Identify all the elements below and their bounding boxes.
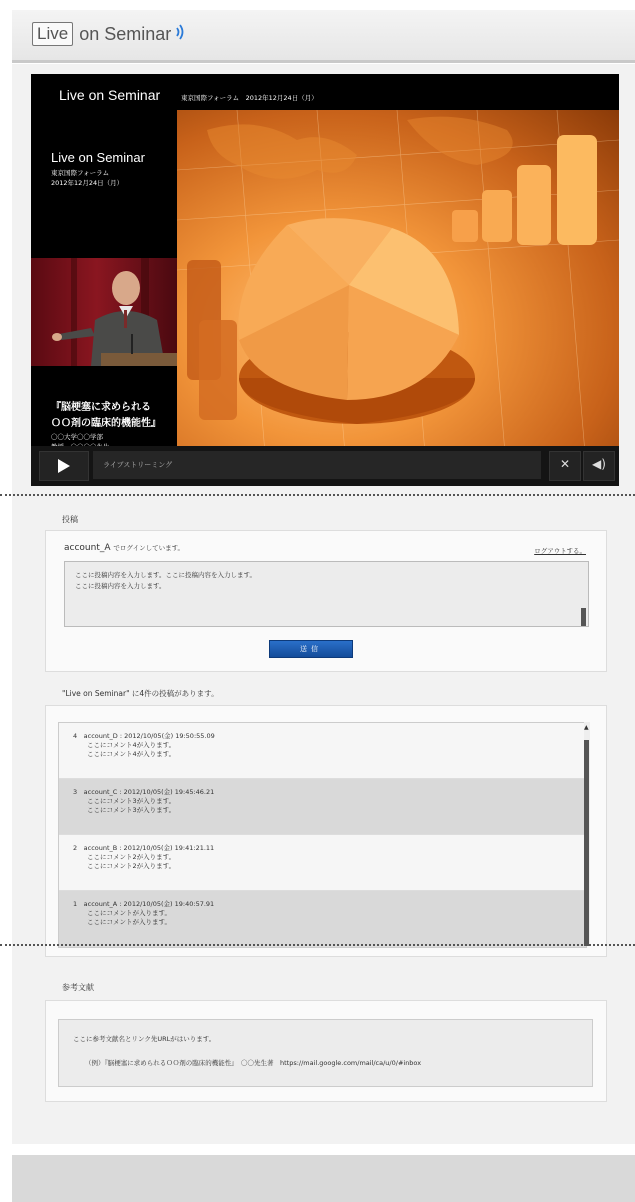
site-header xyxy=(12,10,635,63)
player-title: Live on Seminar xyxy=(59,87,161,103)
divider xyxy=(0,944,635,946)
reference-description: ここに参考文献名とリンク先URLがはいります。 xyxy=(73,1035,216,1043)
player-controls xyxy=(31,446,619,486)
info-date: 2012年12月24日（月） xyxy=(51,179,124,187)
comment-text: ここにコメント2が入ります。 xyxy=(87,862,176,870)
stream-progress-bar[interactable] xyxy=(93,451,541,479)
divider xyxy=(0,494,635,496)
post-form xyxy=(45,530,607,672)
comment-header: 3 account_C : 2012/10/05(金) 19:45:46.21 xyxy=(73,788,215,796)
login-status-text: でログインしています。 xyxy=(113,544,185,552)
comment-text: ここにコメント2が入ります。 xyxy=(87,853,176,861)
comment-text: ここにコメントが入ります。 xyxy=(87,918,171,926)
reference-panel xyxy=(45,1000,607,1102)
play-icon xyxy=(58,459,70,473)
comment-text: ここにコメント3が入ります。 xyxy=(87,797,176,805)
volume-icon: ◀) xyxy=(592,457,606,471)
post-count: "Live on Seminar" に4件の投稿があります。 xyxy=(62,689,219,698)
presentation-slide xyxy=(177,110,619,478)
footer-bar xyxy=(12,1155,635,1202)
volume-button[interactable] xyxy=(583,451,615,481)
scroll-up-arrow-icon[interactable]: ▲ xyxy=(584,724,589,731)
comment-item xyxy=(59,779,586,835)
textarea-scrollbar[interactable] xyxy=(581,608,586,626)
fullscreen-icon: ✕ xyxy=(559,457,571,471)
site-logo[interactable] xyxy=(32,22,187,46)
comment-item xyxy=(59,723,586,779)
speaker-video xyxy=(31,258,177,366)
lecture-title-line2: ＯＯ剤の臨床的機能性』 xyxy=(51,418,161,429)
submit-button[interactable]: 送信 xyxy=(269,640,353,658)
info-title: Live on Seminar xyxy=(51,150,145,165)
reference-section-label: 参考文献 xyxy=(62,983,94,992)
comments-list[interactable] xyxy=(58,722,587,948)
login-status xyxy=(64,543,184,553)
logo-live-box: Live xyxy=(32,22,73,46)
logout-link[interactable]: ログアウトする。 xyxy=(534,547,586,555)
comment-text: ここにコメント4が入ります。 xyxy=(87,750,176,758)
logo-text: on Seminar xyxy=(79,23,172,44)
comments-panel xyxy=(45,705,607,957)
reference-example[interactable]: （例）『脳梗塞に求められるＯＯ剤の臨床的機能性』 〇〇先生著 https://mail.google.com/mail/ca/u/0/#inbox xyxy=(85,1059,422,1067)
textarea-line: ここに投稿内容を入力します。 xyxy=(75,582,166,590)
video-player[interactable] xyxy=(31,74,619,486)
comments-scrollbar-thumb[interactable] xyxy=(584,740,589,946)
stream-label: ライブストリーミング xyxy=(103,461,173,469)
comment-text: ここにコメント4が入ります。 xyxy=(87,741,176,749)
account-name: account_A xyxy=(64,543,111,553)
fullscreen-button[interactable] xyxy=(549,451,581,481)
comment-text: ここにコメント3が入ります。 xyxy=(87,806,176,814)
presenter-affiliation: 〇〇大学〇〇学部 xyxy=(51,433,103,441)
play-button[interactable] xyxy=(39,451,89,481)
lecture-title-line1: 『脳梗塞に求められる xyxy=(51,402,151,413)
post-textarea[interactable] xyxy=(64,561,589,627)
info-venue: 東京国際フォーラム xyxy=(51,169,110,177)
comment-header: 4 account_D : 2012/10/05(金) 19:50:55.09 xyxy=(73,732,215,740)
textarea-line: ここに投稿内容を入力します。ここに投稿内容を入力します。 xyxy=(75,571,256,579)
comment-header: 2 account_B : 2012/10/05(金) 19:41:21.11 xyxy=(73,844,215,852)
comment-header: 1 account_A : 2012/10/05(金) 19:40:57.91 xyxy=(73,900,215,908)
reference-content xyxy=(58,1019,593,1087)
comment-item xyxy=(59,891,586,947)
player-subtitle: 東京国際フォーラム 2012年12月24日（月） xyxy=(181,94,318,102)
comment-item xyxy=(59,835,586,891)
sound-wave-icon xyxy=(175,22,187,46)
post-section-label: 投稿 xyxy=(62,515,78,524)
lecture-info-pane xyxy=(31,110,177,478)
comment-text: ここにコメントが入ります。 xyxy=(87,909,171,917)
